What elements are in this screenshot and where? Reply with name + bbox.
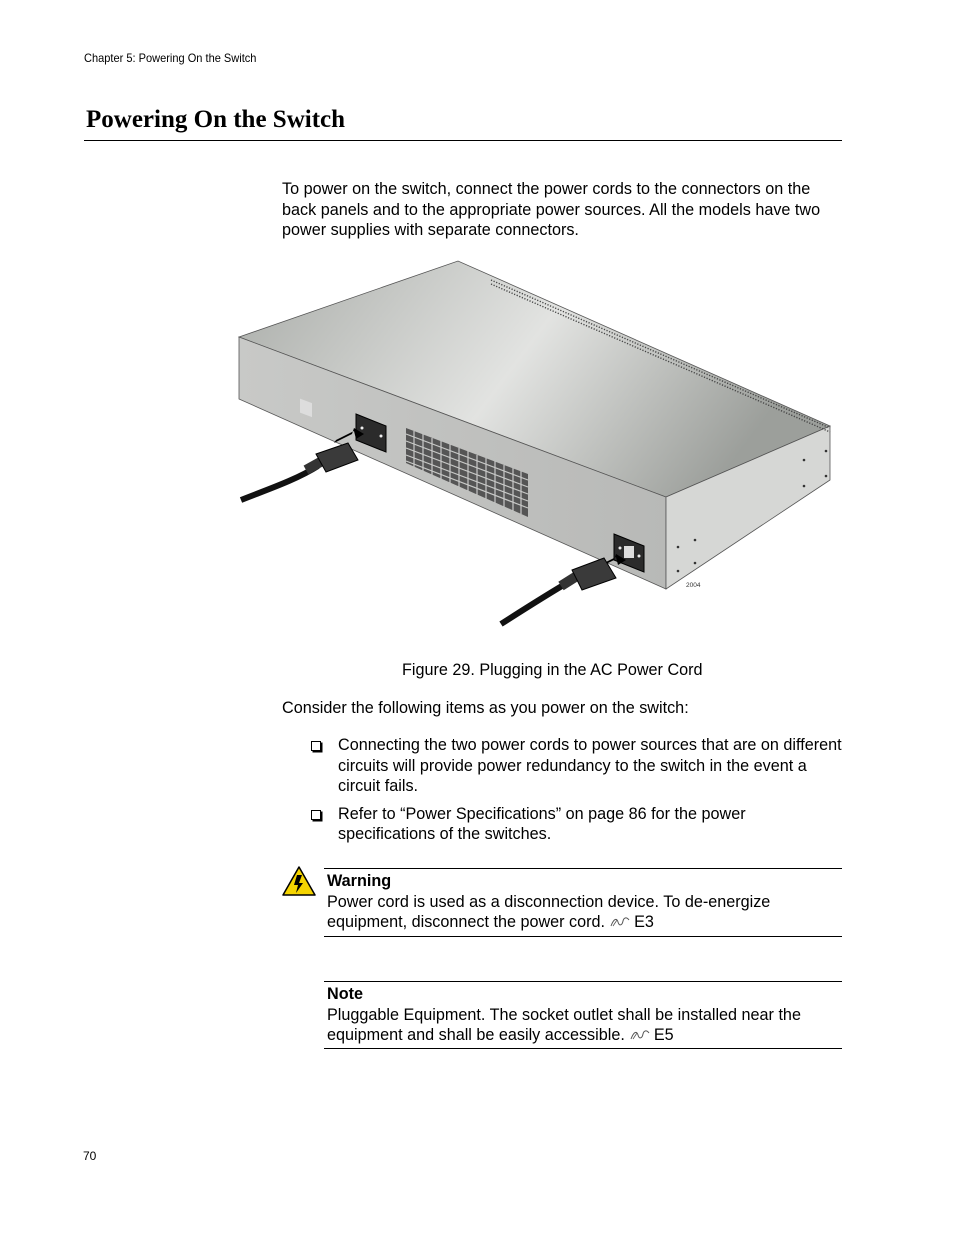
note-code: E5 bbox=[653, 1026, 674, 1044]
list-item-text: Refer to “Power Specifications” on page 86 for the power specifications of the switches. bbox=[338, 804, 746, 843]
translation-reference-icon bbox=[629, 1029, 651, 1041]
checkbox-bullet-icon bbox=[311, 810, 321, 820]
warning-box bbox=[324, 868, 842, 937]
consider-paragraph: Consider the following items as you power on the switch: bbox=[282, 699, 689, 717]
list-item-text: Connecting the two power cords to power sources that are on different circuits will provide power redundancy to the switch in the event a circuit fails. bbox=[338, 736, 842, 795]
page-number: 70 bbox=[83, 1149, 97, 1163]
note-text: Pluggable Equipment. The socket outlet shall be installed near the equipment and shall be easily accessible. bbox=[327, 1005, 801, 1044]
list-item bbox=[310, 735, 844, 797]
bullet-list bbox=[310, 735, 844, 852]
title-rule bbox=[84, 140, 842, 141]
illustration-code: 2004 bbox=[686, 582, 701, 589]
translation-reference-icon bbox=[609, 916, 631, 928]
section-title: Powering On the Switch bbox=[86, 106, 346, 133]
warning-heading: Warning bbox=[327, 872, 392, 890]
high-voltage-warning-icon bbox=[282, 866, 316, 896]
note-box bbox=[324, 981, 842, 1049]
list-item bbox=[310, 804, 844, 845]
warning-body bbox=[324, 892, 842, 934]
running-head: Chapter 5: Powering On the Switch bbox=[84, 51, 257, 65]
checkbox-bullet-icon bbox=[311, 741, 321, 751]
warning-code: E3 bbox=[634, 913, 654, 931]
figure-caption: Figure 29. Plugging in the AC Power Cord bbox=[402, 661, 703, 679]
note-body bbox=[324, 1005, 842, 1047]
note-heading: Note bbox=[327, 985, 363, 1003]
switch-rear-panel-figure bbox=[236, 258, 836, 630]
intro-paragraph: To power on the switch, connect the power cords to the connectors on the back panels and to the appropriate power sources. All the models have two power supplies with separate connectors. bbox=[282, 180, 821, 239]
warning-text: Power cord is used as a disconnection device. To de-energize equipment, disconnect the power cord. bbox=[327, 892, 771, 931]
